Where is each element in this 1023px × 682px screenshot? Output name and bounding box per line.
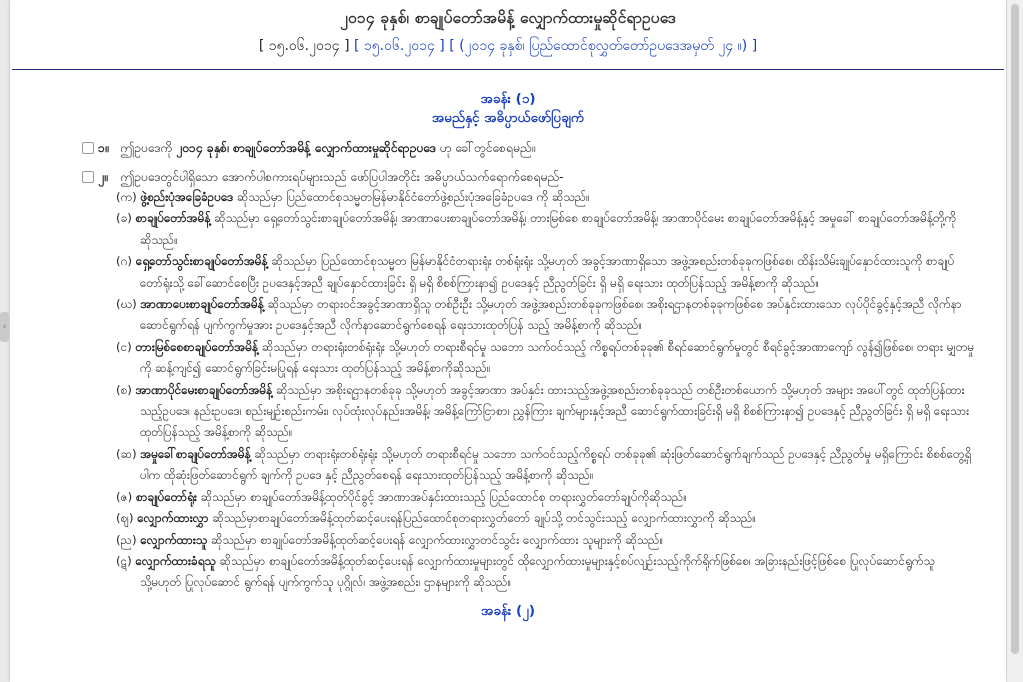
definition-item [10,187,1006,208]
chapter-number: အခန်း (၂) [480,602,536,619]
definition-term: ဖွဲ့စည်းပုံအခြေခံဥပဒေ [140,190,234,204]
definition-term: လျှောက်ထားခံရသူ [135,553,216,568]
date-label: [ ၁၅.၀၆.၂၀၁၄ ] [258,38,350,54]
chapter-heading-2 [10,602,1006,621]
definition-item [10,294,1006,337]
definition-text: ဆိုသည်မှာ အစိုးရဌာနတစ်ခုခု သို့မဟုတ် အခွင့်အာဏာ အပ်နှင်း ထားသည့်အဖွဲ့အစည်းတစ်ခုခုသည် တစ်ဦးတစ်ယောက် သို့မဟုတ် အများ အပေါ်တွင် ထုတ်ပြန်ထား သည့်ဥပဒေ၊ နည်းဥပဒေ၊ စည်းမျဉ်းစည်းကမ်း၊ လုပ်ထုံးလုပ်နည်း၊အမိန့်၊ အမိန့်ကြော်ငြာစာ၊ ညွှန်ကြား ချက်များနှင့်အညီ ဆောင်ရွက်ထားခြင်းရှိ မရှိ စိစစ်ကြားနာ၍ ဥပဒေနှင့် ညီညွတ်ခြင်း ရှိ မရှိ ရေးသား ထုတ်ပြန်သည့် အမိန့်စာကို ဆိုသည်။ [140,382,970,440]
section-2-checkbox[interactable] [82,171,94,183]
definition-text: ဆိုသည်မှာ တရားရုံးတစ်ရုံးရုံး သို့မဟုတ် တရားစီရင်မှု သဘော သက်ဝင်သည့် ကိစ္စရပ်တစ်ခုခု၏ စီရင်ဆောင်ရွက်မှုတွင် စီရင်ခွင့်အာဏာကျော် လွန်၍ဖြစ်စေ၊ တရား မျှတမှုကို ဆန့်ကျင်၍ ဆောင်ရွက်ခြင်းမပြုရန် ရေးသား ထုတ်ပြန်သည့် အမိန့်စာကိုဆိုသည်။ [140,339,975,376]
document-subtitle [10,36,1006,57]
definition-item [10,487,1006,508]
chapter-number: အခန်း (၁) [480,91,536,107]
date-link[interactable]: [ ၁၅.၀၆.၂၀၁၄ ] [354,38,445,54]
definition-text: ဆိုသည်မှာ တရားရုံးတစ်ရုံးရုံး သို့မဟုတ် တရားစီရင်မှု သဘော သက်ဝင်သည့်ကိစ္စရပ် တစ်ခုခု၏ ဆုံးဖြတ်ဆောင်ရွက်ချက်သည် ဥပဒေနှင့် ညီညွတ်မှု မရှိကြောင်း စိစစ်တွေ့ရှိပါက ထိုဆုံးဖြတ်ဆောင်ရွက် ချက်ကို ဥပဒေ နှင့် ညီညွတ်စေရန် ရေးသားထုတ်ပြန်သည့် အမိန့်စာကို ဆိုသည်။ [140,446,972,483]
definition-item [10,551,1006,594]
definition-item [10,530,1006,551]
document-header [10,0,1006,57]
section-text: ဤဥပဒေတွင်ပါရှိသော အောက်ပါစကားရပ်များသည် ဖော်ပြပါအတိုင်း အဓိပ္ပာယ်သက်ရောက်စေရမည်- [120,170,564,184]
definition-text: ဆိုသည်မှာ ရှေ့တော်သွင်းစာချုပ်တော်အမိန့်၊ အာဏာပေးစာချုပ်တော်အမိန့်၊ တားမြစ်စေ စာချုပ်တော်အမိန့်၊ အာဏာပိုင်မေး စာချုပ်တော်အမိန့်နှင့် အမှုခေါ် စာချုပ်တော်အမိန့်တို့ကို ဆိုသည်။ [140,211,957,247]
definition-term: လျှောက်ထားသူ [140,532,208,547]
definition-label: (ဂ) [116,254,132,269]
law-name: ၂၀၁၄ ခုနှစ်၊ စာချုပ်တော်အမိန့် လျှောက်ထားမှုဆိုင်ရာဥပဒေ [176,141,436,155]
section-number: ၁။ [98,141,109,155]
definition-item [10,380,1006,444]
definition-label: (ဇ) [116,489,133,504]
definition-term: တားမြစ်စေစာချုပ်တော်အမိန့် [135,339,259,354]
scrollbar-thumb[interactable] [1011,4,1019,654]
definition-text: ဆိုသည်မှာ စာချုပ်တော်အမိန့်ထုတ်ဆင့်ပေးရန် လျှောက်ထားလွှာတင်သွင်း လျှောက်ထား သူများကို ဆိုသည်။ [210,532,664,547]
definition-label: (ဈ) [116,511,134,526]
definition-text: ဆိုသည်မှာ တရားဝင်အခွင့်အာဏာရှိသူ တစ်ဦးဦး သို့မဟုတ် အဖွဲ့အစည်းတစ်ခုခုကဖြစ်စေ၊ အစိုးရဌာနတစ်ခုခုကဖြစ်စေ အပ်နှင်းထားသော လုပ်ပိုင်ခွင့်နှင့်အညီ လိုက်နာဆောင်ရွက်ရန် ပျက်ကွက်မှုအား ဥပဒေနှင့်အညီ လိုက်နာဆောင်ရွက်စေရန် ရေးသားထုတ်ပြန် သည့် အမိန့်စာကို ဆိုသည်။ [140,297,962,333]
definition-item [10,208,1006,251]
definition-text: ဆိုသည်မှာ ပြည်ထောင်စုသမ္မတ မြန်မာနိုင်ငံတရားရုံး တစ်ရုံးရုံး သို့မဟုတ် အခွင့်အာဏာရှိသော အဖွဲ့အစည်းတစ်ခုခုကဖြစ်စေ၊ ထိန်းသိမ်းချုပ်နှောင်ထားသူကို စာချုပ် တော်ရုံးသို့ ခေါ်ဆောင်စေပြီး ဥပဒေနှင့်အညီ ချုပ်နှောင်ထားခြင်း ရှိ မရှိ စိစစ်ကြားနာ၍ ဥပဒေနှင့် ညီညွတ်ခြင်း ရှိ မရှိ ရေးသား ထုတ်ပြန်သည့် အမိန့်စာကို ဆိုသည်။ [140,254,955,290]
definition-text: ဆိုသည်မှာ စာချုပ်တော်အမိန့်ထုတ်ပိုင်ခွင့် အာဏာအပ်နှင်းထားသည့် ပြည်ထောင်စု တရားလွှတ်တော်ချုပ်ကိုဆိုသည်။ [200,489,687,504]
scrollbar[interactable] [1007,0,1023,682]
section-1 [10,138,1006,158]
definition-label: (င) [116,339,132,354]
definition-term: အာဏာပိုင်မေးစာချုပ်တော်အမိန့် [135,382,273,397]
law-reference-link[interactable]: [ (၂၀၁၄ ခုနှစ်၊ ပြည်ထောင်စုလွှတ်တော်ဥပဒေအမှတ် ၂၄ ။) ] [449,38,758,54]
header-divider [12,69,1004,70]
definition-term: ရှေ့တော်သွင်းစာချုပ်တော်အမိန့် [135,254,268,269]
definition-label: (ည) [116,532,137,547]
section-1-checkbox[interactable] [82,142,94,154]
definition-term: စာချုပ်တော်ရုံး [135,489,197,504]
definition-item [10,251,1006,294]
chapter-title: အမည်နှင့် အဓိပ္ပာယ်ဖော်ပြချက် [431,110,585,126]
section-text-pre: ဤဥပဒေကို [120,141,177,155]
definition-label: (ဋ) [116,553,132,568]
definition-term: အာဏာပေးစာချုပ်တော်အမိန့် [140,297,264,312]
definition-text: ဆိုသည်မှာ ပြည်ထောင်စုသမ္မတမြန်မာနိုင်ငံတော်ဖွဲ့စည်းပုံအခြေခံဥပဒေ ကို ဆိုသည်။ [236,190,590,204]
page-title: ၂၀၁၄ ခုနှစ်၊ စာချုပ်တော်အမိန့် လျှောက်ထားမှုဆိုင်ရာဥပဒေ [340,9,676,27]
definition-item [10,337,1006,380]
document-window [10,0,1006,682]
section-text-post: ဟု ခေါ်တွင်စေရမည်။ [435,141,536,155]
definition-term: အမှုခေါ်စာချုပ်တော်အမိန့် [140,446,251,461]
definition-list [10,187,1006,594]
definition-label: (စ) [116,382,132,397]
document-body [10,90,1006,682]
definition-item [10,444,1006,487]
definition-term: လျှောက်ထားလွှာ [137,511,209,526]
definition-term: စာချုပ်တော်အမိန့် [135,211,211,226]
definition-text: ဆိုသည်မှာစာချုပ်တော်အမိန့်ထုတ်ဆင့်ပေးရန်ပြည်ထောင်စုတရားလွှတ်တော် ချုပ်သို့ တင်သွင်းသည့် လျှောက်ထားလွှာကို ဆိုသည်။ [212,511,756,526]
section-2 [10,167,1006,187]
chevron-left-icon: ‹ [2,322,7,332]
definition-label: (ခ) [116,211,132,226]
definition-label: (ဃ) [116,297,137,312]
definition-text: ဆိုသည်မှာ စာချုပ်တော်အမိန့်ထုတ်ဆင့်ပေးရန် လျှောက်ထားမှုများတွင် ထိုလျှောက်ထားမှုများနှင့်စပ်လျဉ်းသည့်ကိုက်ရိုက်ဖြစ်စေ၊ အခြားနည်းဖြင့်ဖြစ်စေ ပြုလုပ်ဆောင်ရွက်သူ သို့မဟုတ် ပြုလုပ်ဆောင် ရွက်ရန် ပျက်ကွက်သူ ပုဂ္ဂိုလ်၊ အဖွဲ့အစည်း၊ ဌာနများကို ဆိုသည်။ [140,553,935,590]
definition-label: (က) [116,190,137,204]
section-number: ၂။ [98,170,108,184]
definition-label: (ဆ) [116,446,137,461]
definition-item [10,508,1006,529]
chapter-heading [10,90,1006,128]
side-panel-handle[interactable] [0,312,9,342]
